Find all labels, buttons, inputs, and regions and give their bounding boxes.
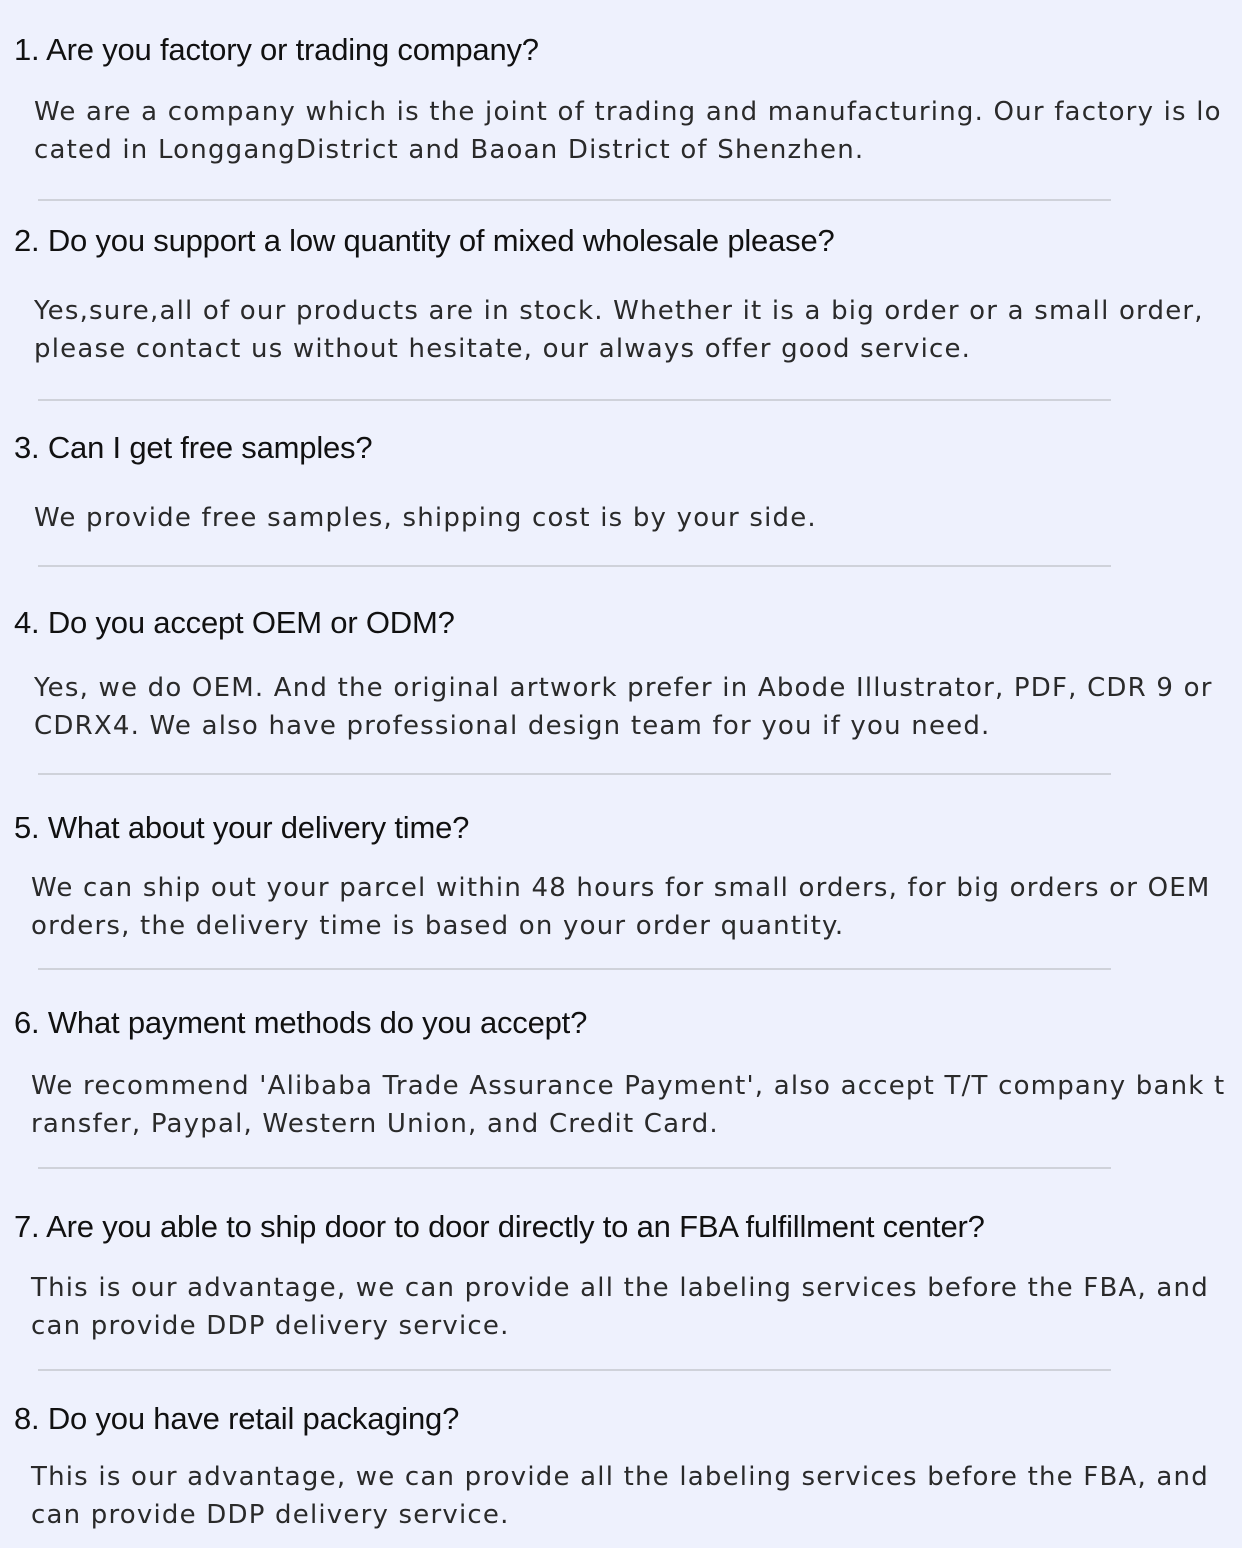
faq-question-8: 8. Do you have retail packaging? [14, 1401, 460, 1436]
faq-answer-6: We recommend 'Alibaba Trade Assurance Payment', also accept T/T company bank transfer, Paypal, Western Union, and Credit Card. [31, 1071, 1226, 1139]
faq-answer-5: We can ship out your parcel within 48 hours for small orders, for big orders or OEM orders, the delivery time is based on your order quantity. [31, 873, 1211, 941]
faq-question-1: 1. Are you factory or trading company? [14, 32, 539, 67]
faq-answer-3: We provide free samples, shipping cost is by your side. [34, 503, 817, 533]
faq-divider-1 [38, 199, 1111, 201]
faq-question-6: 6. What payment methods do you accept? [14, 1005, 588, 1040]
faq-answer-4: Yes, we do OEM. And the original artwork prefer in Abode Illustrator, PDF, CDR 9 or CDRX4. We also have professional design team for you if you need. [34, 673, 1213, 741]
faq-question-7: 7. Are you able to ship door to door directly to an FBA fulfillment center? [14, 1209, 985, 1244]
faq-question-5: 5. What about your delivery time? [14, 810, 470, 845]
faq-divider-5 [38, 968, 1111, 970]
faq-answer-7: This is our advantage, we can provide all the labeling services before the FBA, and can provide DDP delivery service. [31, 1273, 1209, 1341]
faq-divider-3 [38, 565, 1111, 567]
faq-question-3: 3. Can I get free samples? [14, 430, 373, 465]
faq-question-4: 4. Do you accept OEM or ODM? [14, 605, 455, 640]
faq-answer-2: Yes,sure,all of our products are in stock. Whether it is a big order or a small order, please contact us without hesitate, our always offer good service. [34, 296, 1204, 364]
faq-divider-4 [38, 773, 1111, 775]
faq-question-2: 2. Do you support a low quantity of mixed wholesale please? [14, 223, 835, 258]
faq-answer-8: This is our advantage, we can provide all the labeling services before the FBA, and can provide DDP delivery service. [31, 1462, 1209, 1530]
faq-divider-2 [38, 399, 1111, 401]
faq-divider-7 [38, 1369, 1111, 1371]
faq-divider-6 [38, 1167, 1111, 1169]
faq-answer-1: We are a company which is the joint of trading and manufacturing. Our factory is located in LonggangDistrict and Baoan District of Shenzhen. [34, 97, 1222, 165]
